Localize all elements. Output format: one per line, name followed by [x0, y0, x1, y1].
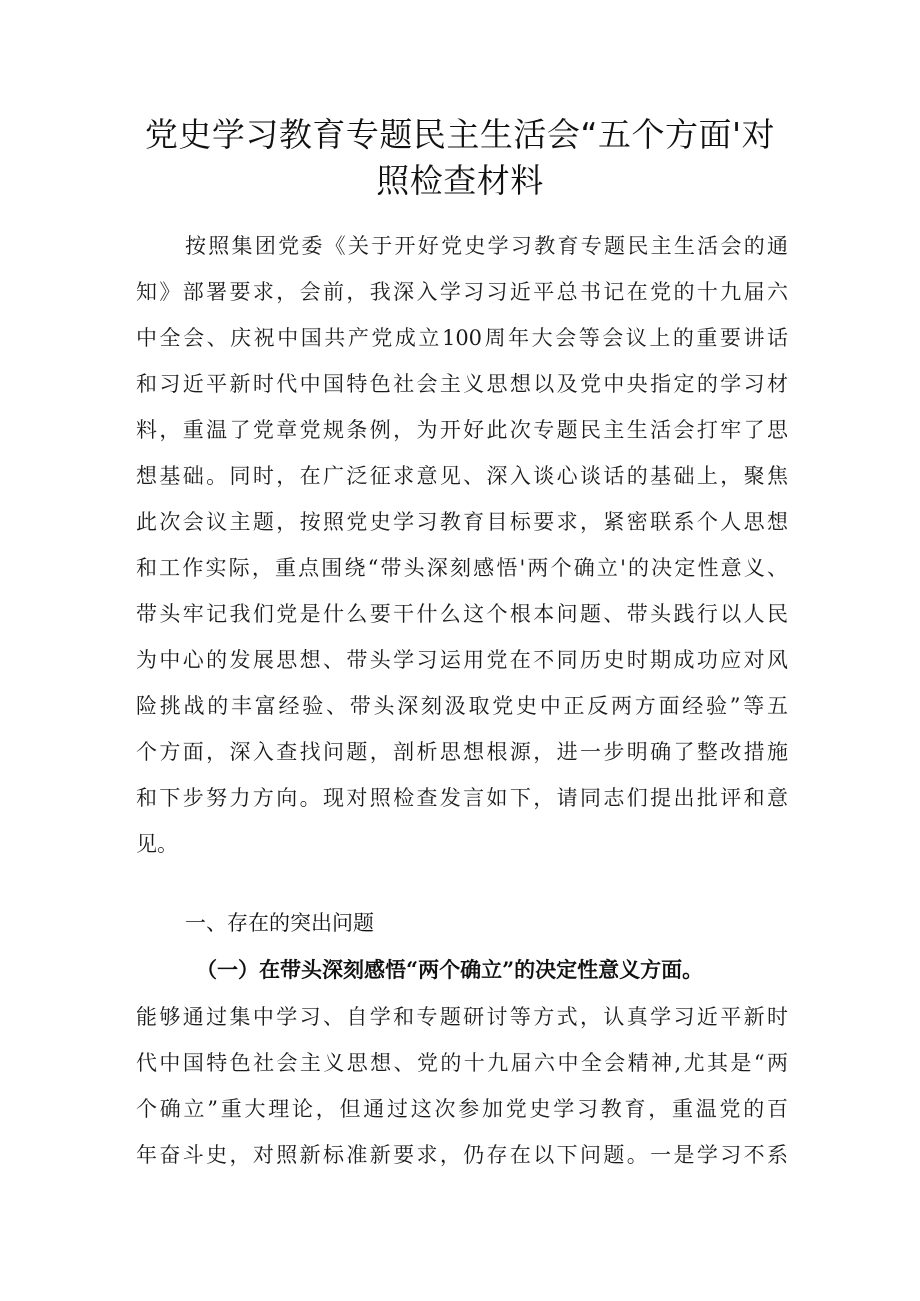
document-title: [0, 112, 920, 204]
paragraph-line: 料，重温了党章党规条例，为开好此次专题民主生活会打牢了思: [136, 418, 788, 442]
paragraph-line: 见。: [136, 832, 178, 856]
paragraph-line: 此次会议主题，按照党史学习教育目标要求，紧密联系个人思想: [136, 510, 788, 534]
paragraph-line: 能够通过集中学习、自学和专题研讨等方式，认真学习近平新时: [136, 1005, 788, 1029]
paragraph-line: 想基础。同时，在广泛征求意见、深入谈心谈话的基础上，聚焦: [136, 464, 788, 488]
paragraph-line: 带头牢记我们党是什么要干什么这个根本问题、带头践行以人民: [136, 602, 788, 626]
paragraph-line: 和下步努力方向。现对照检查发言如下，请同志们提出批评和意: [136, 786, 788, 810]
paragraph-line: 和习近平新时代中国特色社会主义思想以及党中央指定的学习材: [136, 372, 788, 396]
title-line: 党史学习教育专题民主生活会“五个方面'对: [144, 115, 776, 154]
paragraph-line: 中全会、庆祝中国共产党成立100周年大会等会议上的重要讲话: [136, 326, 788, 350]
paragraph-line: 代中国特色社会主义思想、党的十九届六中全会精神,尤其是“两: [136, 1051, 788, 1075]
paragraph-line: 和工作实际，重点围绕“带头深刻感悟'两个确立'的决定性意义、: [136, 556, 788, 580]
paragraph-line: 个确立”重大理论，但通过这次参加党史学习教育，重温党的百: [136, 1097, 788, 1121]
paragraph-line: 为中心的发展思想、带头学习运用党在不同历史时期成功应对风: [136, 648, 788, 672]
paragraph-line: 知》部署要求，会前，我深入学习习近平总书记在党的十九届六: [136, 280, 788, 304]
title-line: 照检查材料: [376, 161, 544, 200]
paragraph-line: 个方面，深入查找问题，剖析思想根源，进一步明确了整改措施: [136, 740, 788, 764]
paragraph-line: 年奋斗史，对照新标准新要求，仍存在以下问题。一是学习不系: [136, 1143, 788, 1167]
subsection-heading: （一）在带头深刻感悟“两个确立”的决定性意义方面。: [196, 957, 704, 982]
section-heading: 一、存在的突出问题: [185, 911, 374, 935]
paragraph-line: 按照集团党委《关于开好党史学习教育专题民主生活会的通: [185, 234, 788, 258]
paragraph-line: 险挑战的丰富经验、带头深刻汲取党史中正反两方面经验”等五: [136, 694, 788, 718]
